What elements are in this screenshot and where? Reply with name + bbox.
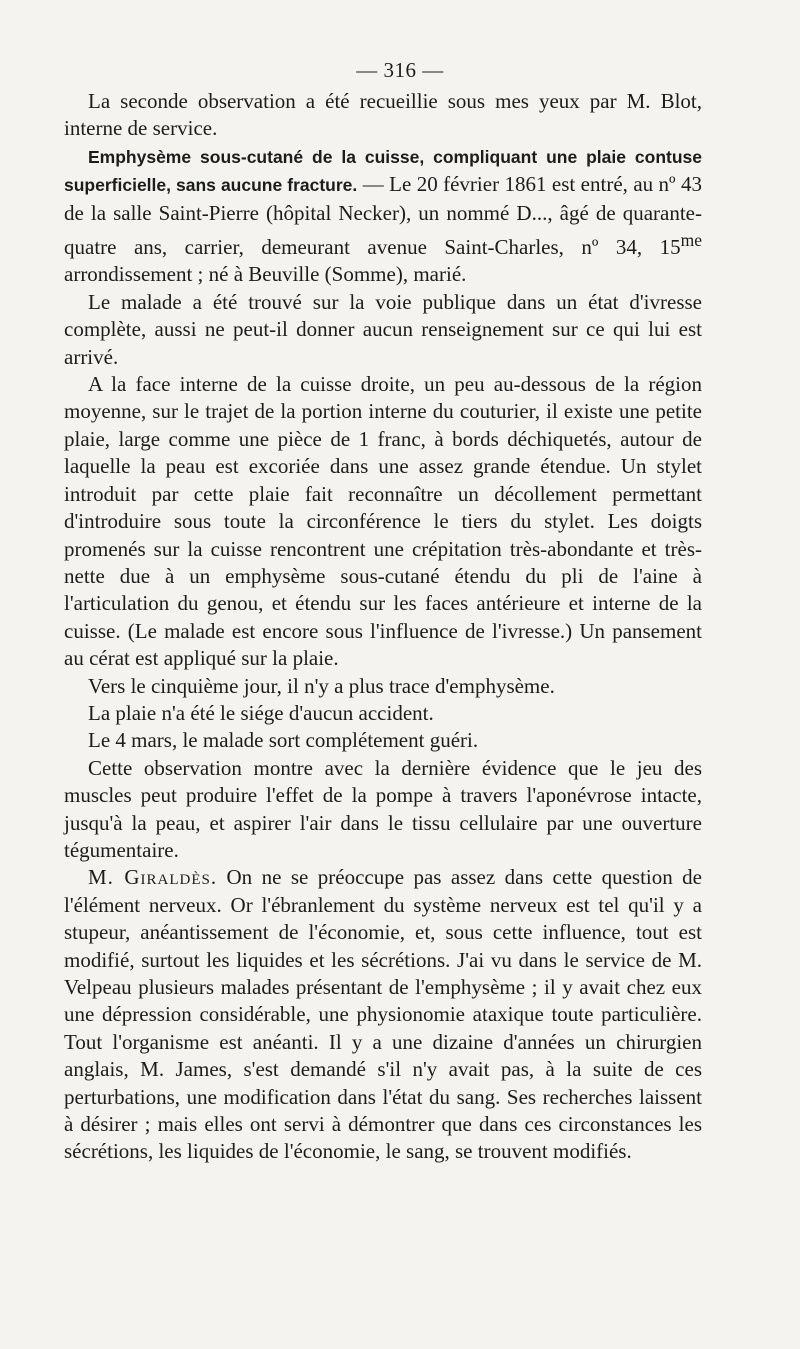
paragraph-day5: Vers le cinquième jour, il n'y a plus trace d'emphysème. [88, 673, 555, 698]
observation-text-end: arrondissement ; né à Beuville (Somme), marié. [64, 262, 467, 287]
page-number: — 316 — [356, 58, 444, 82]
paragraph-found: Le malade a été trouvé sur la voie publique dans un état d'ivresse complète, aussi ne peut-il donner aucun renseignement sur ce qui lui est arrivé. [64, 289, 702, 369]
observation-text: — Le 20 février 1861 est entré, au nº 43 de la salle Saint-Pierre (hôpital Necker), un nommé D..., âgé de quarante-quatre ans, carrier, demeurant avenue Saint-Charles, nº 34, 15 [64, 172, 702, 260]
body-text [64, 88, 702, 1166]
observation-title: Emphysème sous-cutané de la cuisse, compliquant une plaie contuse superficielle, sans aucune fracture. [64, 146, 702, 196]
paragraph-observation [64, 143, 702, 289]
paragraph-examination: A la face interne de la cuisse droite, un peu au-dessous de la région moyenne, sur le trajet de la portion interne du couturier, il existe une petite plaie, large comme une pièce de 1 franc, à bords déchiquetés, autour de laquelle la peau est excoriée dans une assez grande étendue. Un stylet introduit par cette plaie fait reconnaître un décollement permettant d'introduire sous toute la circonférence le tiers du stylet. Les doigts promenés sur la cuisse rencontrent une crépitation très-abondante et très-nette due à un emphysème sous-cutané étendu du pli de l'aine à l'articulation du genou, et étendu sur les faces antérieure et interne de la cuisse. (Le malade est encore sous l'influence de l'ivresse.) Un pansement au cérat est appliqué sur la plaie. [64, 372, 702, 671]
paragraph-no-accident: La plaie n'a été le siége d'aucun accident. [88, 700, 434, 725]
paragraph-discharge: Le 4 mars, le malade sort complétement guéri. [88, 728, 479, 753]
paragraph-giraldes [64, 864, 702, 1165]
ordinal-superscript: me [680, 230, 702, 251]
speaker-name: M. Giraldès. [88, 865, 218, 890]
speaker-text: On ne se préoccupe pas assez dans cette question de l'élément nerveux. Or l'ébranlement du système nerveux est tel qu'il y a stupeur, anéantissement de l'économie, et, sous cette influence, tout est modifié, surtout les liquides et les sécrétions. J'ai vu dans le service de M. Velpeau plusieurs malades présentant de l'emphysème ; il y avait chez eux une dépression considérable, une physionomie ataxique toute particulière. Tout l'organisme est anéanti. Il y a une dizaine d'années un chirurgien anglais, M. James, s'est demandé s'il n'y avait pas, à la suite de ces perturbations, une modification dans l'état du sang. Ses recherches laissent à désirer ; mais elles ont servi à démontrer que dans ces circonstances les sécrétions, les liquides de l'économie, le sang, se trouvent modifiés. [64, 865, 702, 1164]
paragraph-intro: La seconde observation a été recueillie sous mes yeux par M. Blot, interne de service. [64, 89, 702, 141]
paragraph-conclusion: Cette observation montre avec la dernière évidence que le jeu des muscles peut produire l'effet de la pompe à travers l'aponévrose intacte, jusqu'à la peau, et aspirer l'air dans le tissu cellulaire par une ouverture tégumentaire. [64, 755, 702, 862]
